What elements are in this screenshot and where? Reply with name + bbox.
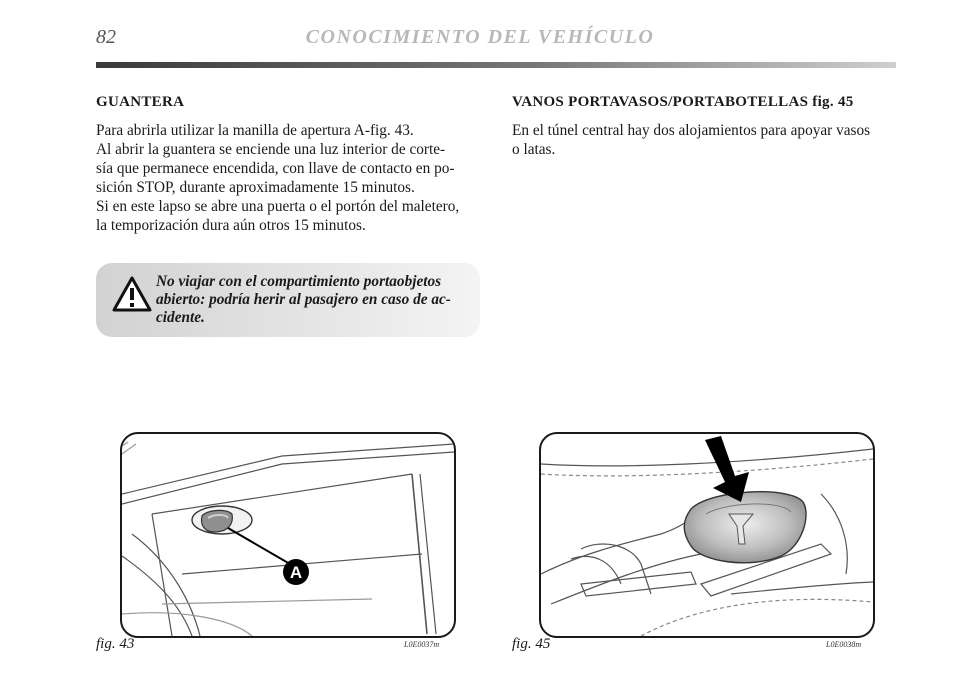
- text-line: En el túnel central hay dos alojamientos para apoyar vasos: [512, 122, 871, 139]
- glovebox-heading: GUANTERA: [96, 94, 185, 110]
- text-line: Al abrir la guantera se enciende una luz interior de corte-: [96, 141, 446, 158]
- cupholder-heading: VANOS PORTAVASOS/PORTABOTELLAS fig. 45: [512, 94, 854, 110]
- figure-cupholders: [539, 432, 875, 638]
- cupholder-recess: [684, 492, 806, 563]
- warning-triangle-icon: [112, 276, 152, 312]
- text-line: sía que permanece encendida, con llave de contacto en po-: [96, 160, 455, 177]
- warning-text: [156, 273, 472, 327]
- figure-glovebox: [120, 432, 456, 638]
- text-line: sición STOP, durante aproximadamente 15 minutos.: [96, 179, 415, 196]
- text-line: Para abrirla utilizar la manilla de apertura A-fig. 43.: [96, 122, 414, 139]
- glovebox-text: [96, 121, 481, 235]
- text-line: o latas.: [512, 141, 556, 158]
- text-line: la temporización dura aún otros 15 minutos.: [96, 217, 366, 234]
- glovebox-handle: [192, 506, 252, 534]
- figure-caption: fig. 45: [512, 636, 551, 652]
- section-title: CONOCIMIENTO DEL VEHÍCULO: [305, 26, 655, 48]
- glovebox-illustration: [122, 434, 454, 636]
- left-column: [96, 94, 481, 235]
- figure-code: L0E0038m: [826, 640, 862, 649]
- cupholder-illustration: [541, 434, 873, 636]
- figure-code: L0E0037m: [404, 640, 440, 649]
- callout-a-badge: [283, 559, 309, 585]
- figure-caption: fig. 43: [96, 636, 135, 652]
- callout-a-label: A: [289, 563, 303, 582]
- text-line: Si en este lapso se abre una puerta o el portón del maletero,: [96, 198, 460, 215]
- header-rule: [96, 62, 896, 68]
- warning-box: [96, 263, 480, 337]
- warning-line: abierto: podría herir al pasajero en caso de ac-: [156, 291, 451, 308]
- page-number: 82: [96, 26, 116, 48]
- right-column: [512, 94, 897, 159]
- warning-line: No viajar con el compartimiento portaobjetos: [156, 273, 442, 290]
- warning-line: cidente.: [156, 309, 205, 326]
- cupholder-text: [512, 121, 897, 159]
- down-arrow-icon: [705, 436, 749, 502]
